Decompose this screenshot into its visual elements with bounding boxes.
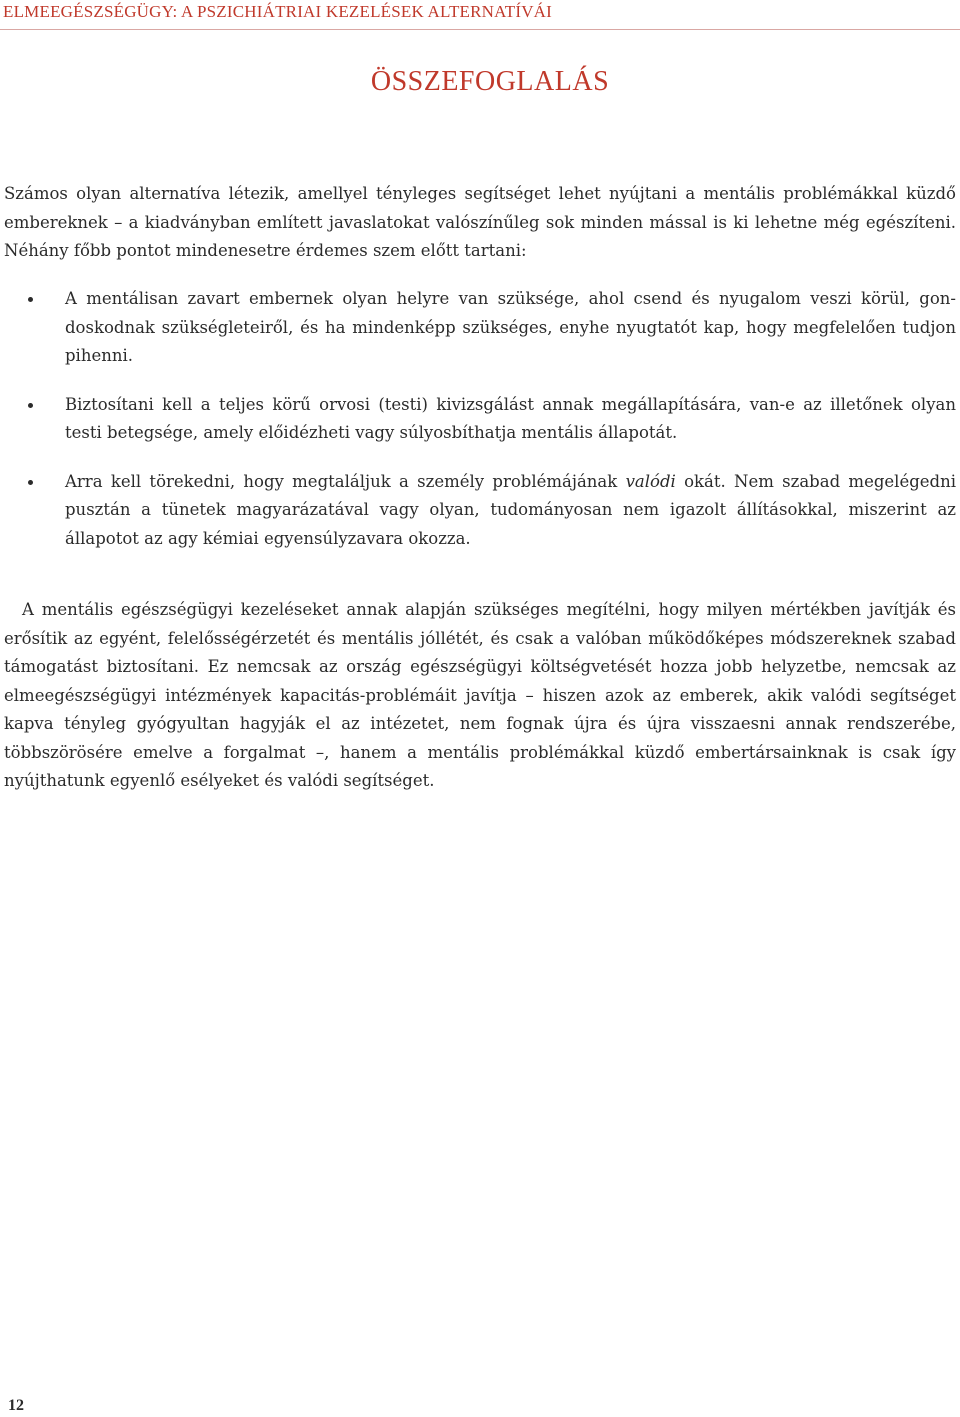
bullet-text: Biztosítani kell a teljes körű orvosi (testi) kivizsgálást annak megállapítására, van-e az illetőnek olyan testi betegsége, amely előidézheti vagy súlyosbíthatja mentális állapotát.: [65, 394, 956, 442]
list-item: [28, 285, 956, 371]
bullet-icon: [28, 403, 33, 408]
list-item: [28, 391, 956, 448]
section-title: ÖSSZEFOGLALÁS: [370, 66, 610, 97]
list-item: [28, 468, 956, 554]
bullet-text-before: Arra kell törekedni, hogy megtaláljuk a személy problémájának: [65, 471, 626, 491]
header-divider: [0, 29, 960, 30]
emphasis-word: valódi: [625, 471, 676, 491]
closing-paragraph: A mentális egészségügyi kezeléseket annak alapján szükséges megítélni, hogy milyen mértékben javítják és erősítik az egyént, felelősségérzetét és mentális jóllétét, és csak a valóban működőképes módszereknek szabad támogatást biztosítani. Ez nemcsak az ország egészségügyi költségvetését hozza jobb helyzetbe, nemcsak az elmeegészségügyi intézmények kapacitás-problémáit javítja – hiszen azok az emberek, akik valódi segítséget kapva tényleg gyógyultan hagyják el az intézetet, nem fognak újra és újra visszaesni annak rendszerébe, többszörösére emelve a forgalmat –, hanem a mentális problémákkal küzdő embertársainknak is csak így nyújthatunk egyenlő esélyeket és valódi segítséget.: [4, 600, 956, 790]
intro-paragraph: Számos olyan alternatíva létezik, amellyel tényleges segítséget lehet nyújtani a mentális problémákkal küzdő embereknek – a kiadványban említett javaslatokat valószínűleg sok minden mással is ki lehetne még egészíteni. Néhány főbb pontot mindenesetre érdemes szem előtt tartani:: [4, 184, 956, 260]
bullet-text-after: okát. Nem szabad megelégedni pusztán a tünetek magyarázatával vagy olyan, tudományosan nem igazolt állításokkal, miszerint az állapotot az agy kémiai egyensúlyzavara okozza.: [65, 471, 956, 548]
bullet-icon: [28, 297, 33, 302]
bullet-text: A mentálisan zavart embernek olyan helyre van szüksége, ahol csend és nyugalom veszi körül, gondoskodnak szükségleteiről, és ha mindenképp szükséges, enyhe nyugtatót kap, hogy megfelelően tudjon pihenni.: [65, 289, 956, 365]
running-header: ELMEEGÉSZSÉGÜGY: A PSZICHIÁTRIAI KEZELÉSEK ALTERNATÍVÁI: [3, 2, 553, 21]
bullet-icon: [28, 480, 33, 485]
bullet-text: [65, 468, 956, 554]
bullet-list: [28, 285, 956, 573]
page-number: 12: [8, 1397, 24, 1414]
